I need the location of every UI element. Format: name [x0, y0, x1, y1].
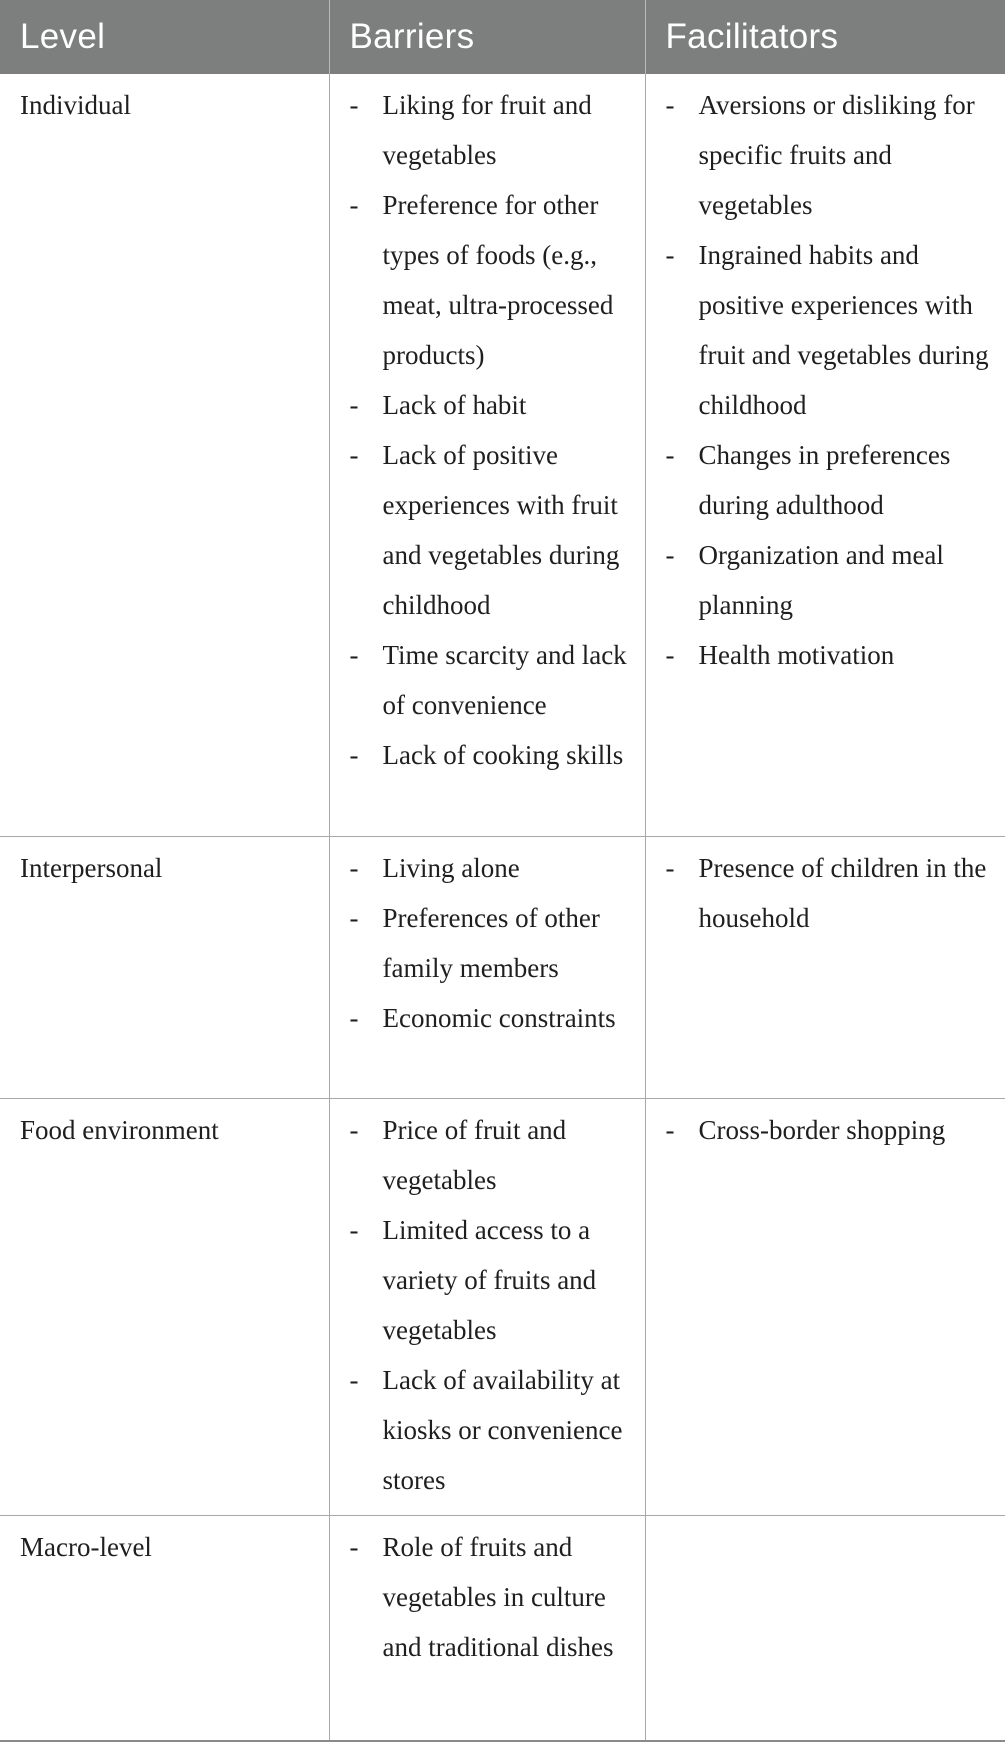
- header-barriers: Barriers: [329, 0, 645, 74]
- item-text: Aversions or disliking for specific fruits and vegetables: [699, 90, 975, 220]
- dash-bullet: -: [350, 380, 364, 430]
- list-item: [350, 1205, 645, 1355]
- barriers-cell: [329, 74, 645, 836]
- dash-bullet: -: [350, 843, 364, 893]
- barriers-cell: [329, 1098, 645, 1515]
- barriers-list: [350, 80, 645, 780]
- facilitators-cell: [645, 1098, 1005, 1515]
- item-text: Economic constraints: [383, 1003, 616, 1033]
- facilitators-cell: [645, 74, 1005, 836]
- barriers-cell: [329, 836, 645, 1098]
- table-row-macro-level: [0, 1515, 1005, 1741]
- header-facilitators: Facilitators: [645, 0, 1005, 74]
- header-row: [0, 0, 1005, 74]
- dash-bullet: -: [350, 630, 364, 680]
- list-item: [666, 630, 1005, 680]
- dash-bullet: -: [666, 80, 680, 130]
- table-row-interpersonal: [0, 836, 1005, 1098]
- dash-bullet: -: [666, 1105, 680, 1155]
- item-text: Cross-border shopping: [699, 1115, 946, 1145]
- item-text: Changes in preferences during adulthood: [699, 440, 951, 520]
- level-cell: Interpersonal: [0, 836, 329, 1098]
- barriers-cell: [329, 1515, 645, 1741]
- dash-bullet: -: [350, 893, 364, 943]
- facilitators-cell: [645, 836, 1005, 1098]
- dash-bullet: -: [350, 1355, 364, 1405]
- table-row-food-environment: [0, 1098, 1005, 1515]
- list-item: [666, 80, 1005, 230]
- list-item: [666, 530, 1005, 630]
- dash-bullet: -: [666, 843, 680, 893]
- dash-bullet: -: [350, 1105, 364, 1155]
- dash-bullet: -: [350, 730, 364, 780]
- barriers-list: [350, 843, 645, 1043]
- item-text: Lack of availability at kiosks or convenience stores: [383, 1365, 623, 1495]
- facilitators-cell: [645, 1515, 1005, 1741]
- item-text: Ingrained habits and positive experiences with fruit and vegetables during childhood: [699, 240, 989, 420]
- item-text: Limited access to a variety of fruits and vegetables: [383, 1215, 597, 1345]
- list-item: [350, 430, 645, 630]
- list-item: [350, 630, 645, 730]
- dash-bullet: -: [666, 430, 680, 480]
- level-cell: Macro-level: [0, 1515, 329, 1741]
- item-text: Lack of habit: [383, 390, 527, 420]
- item-text: Role of fruits and vegetables in culture and traditional dishes: [383, 1532, 614, 1662]
- item-text: Presence of children in the household: [699, 853, 987, 933]
- facilitators-list: [666, 843, 1005, 943]
- list-item: [350, 843, 645, 893]
- dash-bullet: -: [350, 1205, 364, 1255]
- list-item: [350, 730, 645, 780]
- list-item: [666, 1105, 1005, 1155]
- list-item: [350, 80, 645, 180]
- item-text: Preference for other types of foods (e.g., meat, ultra-processed products): [383, 190, 614, 370]
- item-text: Preferences of other family members: [383, 903, 600, 983]
- list-item: [350, 1355, 645, 1505]
- list-item: [350, 1522, 645, 1672]
- level-cell: Food environment: [0, 1098, 329, 1515]
- list-item: [350, 380, 645, 430]
- list-item: [350, 180, 645, 380]
- item-text: Living alone: [383, 853, 520, 883]
- item-text: Lack of cooking skills: [383, 740, 624, 770]
- item-text: Lack of positive experiences with fruit and vegetables during childhood: [383, 440, 620, 620]
- table-body: [0, 74, 1005, 1741]
- dash-bullet: -: [350, 180, 364, 230]
- barriers-list: [350, 1522, 645, 1672]
- facilitators-list: [666, 1105, 1005, 1155]
- dash-bullet: -: [350, 993, 364, 1043]
- dash-bullet: -: [350, 80, 364, 130]
- list-item: [350, 993, 645, 1043]
- facilitators-list: [666, 80, 1005, 680]
- item-text: Price of fruit and vegetables: [383, 1115, 567, 1195]
- header-level: Level: [0, 0, 329, 74]
- dash-bullet: -: [666, 230, 680, 280]
- table-header: [0, 0, 1005, 74]
- dash-bullet: -: [666, 630, 680, 680]
- list-item: [350, 1105, 645, 1205]
- list-item: [666, 230, 1005, 430]
- item-text: Organization and meal planning: [699, 540, 944, 620]
- item-text: Time scarcity and lack of convenience: [383, 640, 627, 720]
- item-text: Liking for fruit and vegetables: [383, 90, 592, 170]
- dash-bullet: -: [350, 430, 364, 480]
- dash-bullet: -: [350, 1522, 364, 1572]
- barriers-list: [350, 1105, 645, 1505]
- list-item: [350, 893, 645, 993]
- table-row-individual: [0, 74, 1005, 836]
- dash-bullet: -: [666, 530, 680, 580]
- item-text: Health motivation: [699, 640, 895, 670]
- list-item: [666, 843, 1005, 943]
- list-item: [666, 430, 1005, 530]
- level-cell: Individual: [0, 74, 329, 836]
